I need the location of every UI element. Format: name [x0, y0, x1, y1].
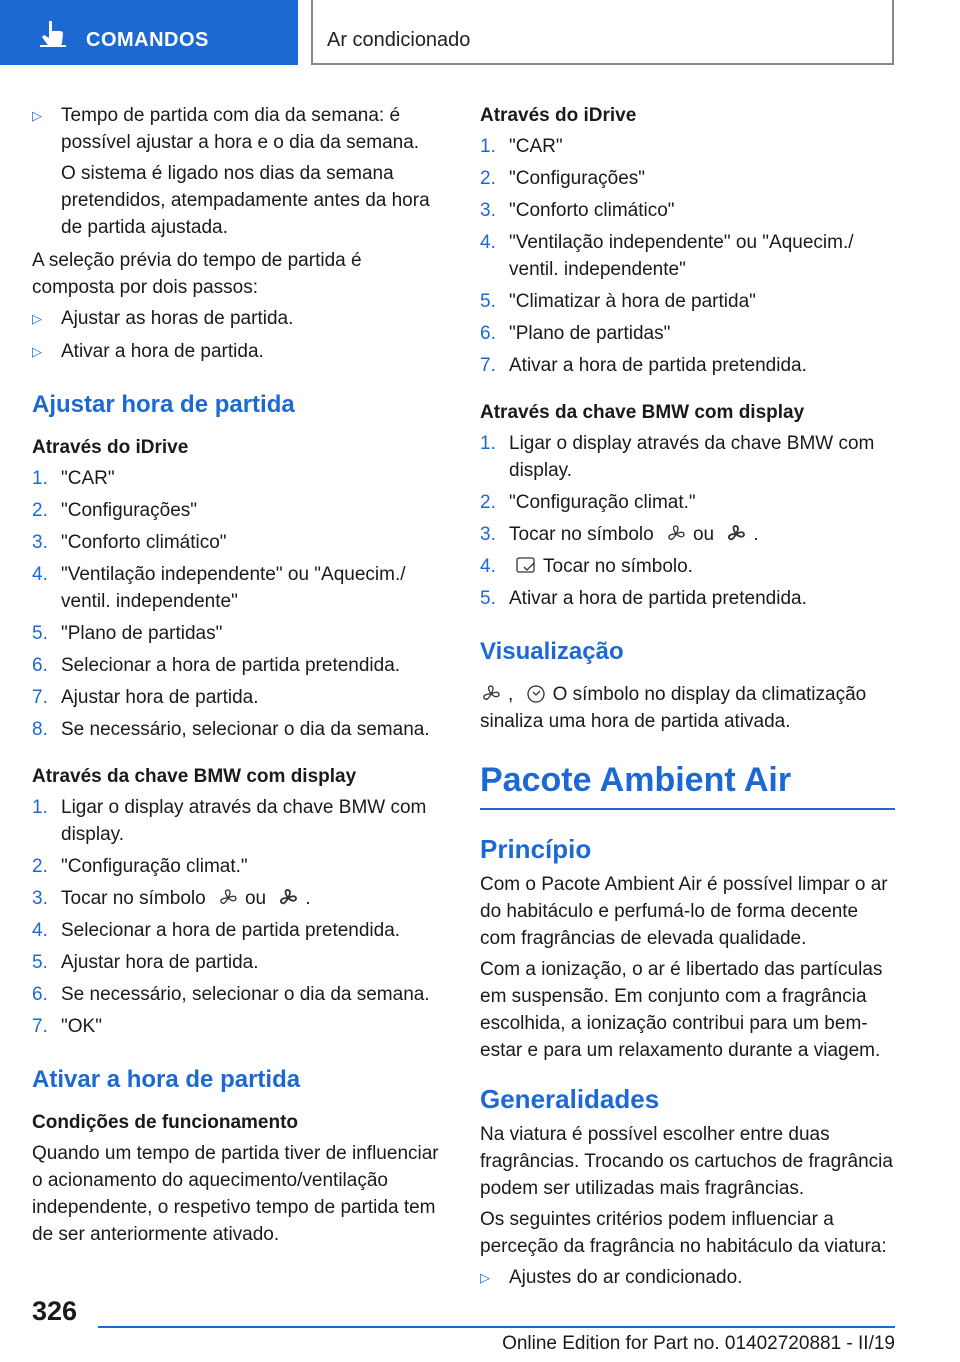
paragraph: Na viatura é possível escolher entre duas fragrâncias. Trocando os cartuchos de fragrância podem ser utilizadas mais fragrâncias.	[480, 1124, 893, 1199]
fan-icon	[217, 888, 239, 908]
list-item: 3. Tocar no símbolo ou .	[32, 888, 311, 909]
list-item: 7. Ajustar hora de partida.	[32, 687, 259, 708]
bullet-text: O sistema é ligado nos dias da semana pretendidos, atempadamente antes da hora de partida ajustada.	[61, 163, 430, 238]
footer-divider	[98, 1326, 895, 1328]
edition-info: Online Edition for Part no. 01402720881 - II/19	[502, 1333, 895, 1354]
list-item	[480, 1264, 895, 1291]
subsection-heading: Através da chave BMW com display	[480, 402, 805, 423]
bullet-text: Ajustar as horas de partida.	[61, 308, 294, 329]
clock-icon	[525, 684, 547, 704]
subsection-heading: Através do iDrive	[32, 437, 189, 458]
list-item: 8. Se necessário, selecionar o dia da semana.	[32, 719, 430, 740]
list-item: 5. "Plano de partidas"	[32, 623, 223, 644]
section-label: COMANDOS	[86, 29, 209, 51]
subsection-heading: Através da chave BMW com display	[32, 766, 357, 787]
triangle-bullet-icon: ▷	[32, 311, 42, 326]
paragraph: Com a ionização, o ar é libertado das partículas em suspensão. Em conjunto com a fragrância escolhida, a ionização contribui para um bem-estar e para um relaxamento durante a viagem.	[480, 959, 883, 1061]
numbered-list	[480, 133, 895, 379]
list-item: 3. "Conforto climático"	[32, 532, 227, 553]
triangle-bullet-icon: ▷	[32, 344, 42, 359]
chapter-title: Ar condicionado	[327, 29, 471, 51]
list-item: 4. "Ventilação independente" ou "Aquecim./ ventil. independente"	[480, 232, 854, 280]
paragraph: Com o Pacote Ambient Air é possível limpar o ar do habitáculo e perfumá-lo de forma decente com fragrâncias de elevada qualidade.	[480, 874, 888, 949]
page-header	[0, 0, 960, 68]
section-tab	[0, 0, 298, 65]
section-heading: Ativar a hora de partida	[32, 1066, 301, 1093]
section-heading: Generalidades	[480, 1084, 660, 1114]
section-heading: Princípio	[480, 834, 592, 864]
list-item: 1. Ligar o display através da chave BMW com display.	[32, 797, 427, 845]
paragraph: Quando um tempo de partida tiver de influenciar o acionamento do aquecimento/ventilação independente, o respetivo tempo de partida tem de ser anteriormente ativado.	[32, 1143, 439, 1245]
paragraph: Os seguintes critérios podem influenciar a perceção da fragrância no habitáculo da viatura:	[480, 1209, 887, 1257]
list-item: 1. "CAR"	[480, 136, 563, 157]
subsection-heading: Condições de funcionamento	[32, 1112, 299, 1133]
bullet-text: Ativar a hora de partida.	[61, 341, 264, 362]
list-item: 2. "Configurações"	[32, 500, 198, 521]
paragraph: , O símbolo no display da climatização sinaliza uma hora de partida ativada.	[480, 684, 867, 732]
list-item: 2. "Configurações"	[480, 168, 646, 189]
list-item: 7. "OK"	[32, 1016, 102, 1037]
numbered-list	[32, 465, 447, 743]
section-heading: Visualização	[480, 638, 624, 665]
list-item: 4. Tocar no símbolo.	[480, 556, 693, 577]
right-column	[480, 102, 895, 1297]
list-item: 7. Ativar a hora de partida pretendida.	[480, 355, 807, 376]
chapter-title-box	[311, 0, 894, 65]
triangle-bullet-icon: ▷	[32, 108, 42, 123]
page-number: 326	[32, 1296, 78, 1326]
list-item	[32, 338, 447, 365]
list-item	[32, 305, 447, 332]
list-item: 3. "Conforto climático"	[480, 200, 675, 221]
list-item: 4. "Ventilação independente" ou "Aquecim./ ventil. independente"	[32, 564, 406, 612]
list-item: 4. Selecionar a hora de partida pretendida.	[32, 920, 401, 941]
fan-active-icon	[725, 524, 747, 544]
list-item: 1. Ligar o display através da chave BMW com display.	[480, 433, 875, 481]
list-item: 5. Ajustar hora de partida.	[32, 952, 259, 973]
list-item: 6. "Plano de partidas"	[480, 323, 671, 344]
fan-icon	[665, 524, 687, 544]
list-item	[32, 102, 447, 241]
touch-icon	[515, 556, 537, 576]
bullet-text: Ajustes do ar condicionado.	[509, 1267, 743, 1288]
section-heading: Ajustar hora de partida	[32, 391, 295, 418]
list-item: 5. "Climatizar à hora de partida"	[480, 291, 756, 312]
list-item: 2. "Configuração climat."	[32, 856, 248, 877]
list-item: 6. Selecionar a hora de partida pretendida.	[32, 655, 401, 676]
fan-icon	[480, 684, 502, 704]
numbered-list	[480, 430, 895, 612]
list-item: 2. "Configuração climat."	[480, 492, 696, 513]
numbered-list	[32, 794, 447, 1040]
hand-pointer-icon	[40, 19, 66, 47]
subsection-heading: Através do iDrive	[480, 105, 637, 126]
triangle-bullet-icon: ▷	[480, 1270, 490, 1285]
left-column	[32, 102, 447, 1252]
list-item: 1. "CAR"	[32, 468, 115, 489]
chapter-heading: Pacote Ambient Air	[480, 767, 895, 810]
list-item: 6. Se necessário, selecionar o dia da semana.	[32, 984, 430, 1005]
fan-active-icon	[277, 888, 299, 908]
bullet-text: Tempo de partida com dia da semana: é possível ajustar a hora e o dia da semana.	[61, 105, 420, 153]
paragraph: A seleção prévia do tempo de partida é composta por dois passos:	[32, 250, 362, 298]
list-item: 5. Ativar a hora de partida pretendida.	[480, 588, 807, 609]
list-item: 3. Tocar no símbolo ou .	[480, 524, 759, 545]
